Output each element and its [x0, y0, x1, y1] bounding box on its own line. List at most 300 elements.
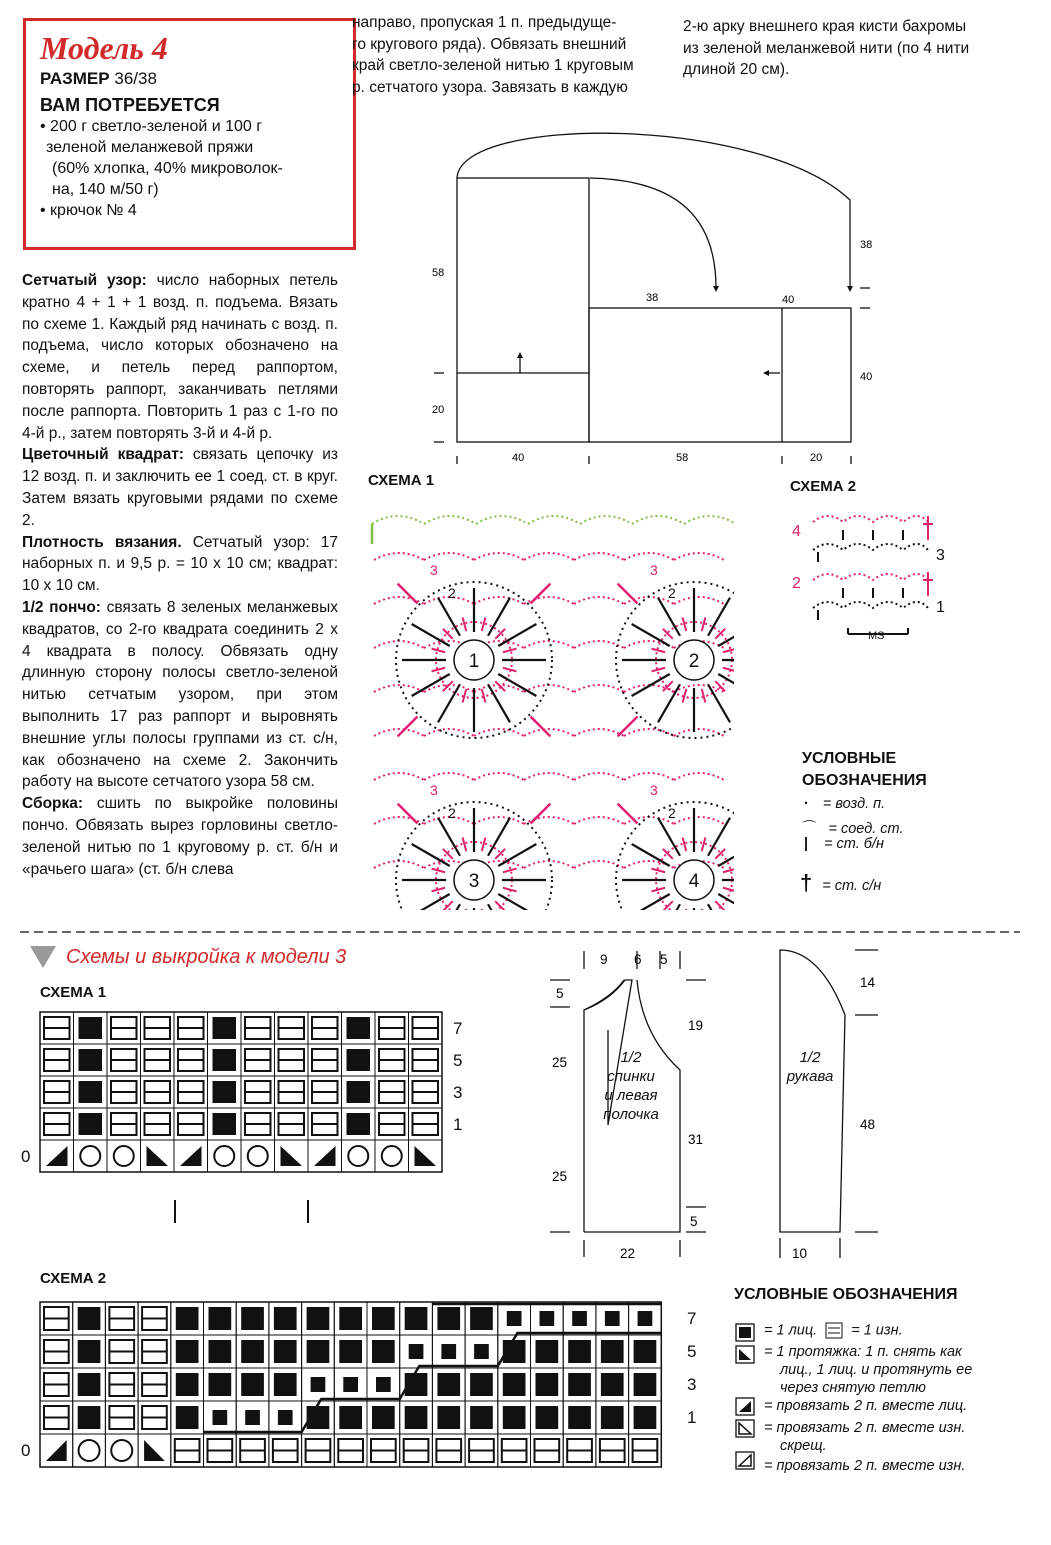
stitch-spoke — [723, 649, 734, 653]
stitch-spoke — [443, 629, 453, 639]
schema2-label: СХЕМА 2 — [790, 478, 857, 495]
stitch-spoke — [443, 901, 453, 910]
knit-cell — [470, 1406, 493, 1429]
instructions-text — [22, 270, 338, 880]
knit-cell — [441, 1344, 456, 1359]
round-label: 2 — [668, 805, 676, 821]
need-title: ВАМ ПОТРЕБУЕТСЯ — [40, 95, 220, 115]
purl-cell — [245, 1113, 271, 1135]
knit-cell — [405, 1406, 428, 1429]
purl-cell — [312, 1113, 338, 1135]
stitch-spoke — [443, 849, 453, 859]
stitch-spoke — [488, 598, 510, 636]
knit-cell — [79, 1017, 103, 1039]
legend-slip — [802, 817, 903, 838]
purl-cell — [379, 1113, 405, 1135]
knit-cell — [78, 1373, 101, 1396]
stitch-spoke — [702, 689, 706, 703]
stitch-spoke — [482, 689, 486, 703]
purl-cell — [279, 1081, 305, 1103]
special-cell — [80, 1146, 100, 1166]
column3-text — [683, 16, 993, 81]
stitch-spoke — [718, 844, 734, 866]
label-line: спинки — [607, 1068, 655, 1085]
text-line: длиной 20 см). — [683, 61, 790, 78]
knit-cell — [339, 1307, 362, 1330]
row-number: 7 — [687, 1309, 697, 1328]
purl-cell — [245, 1081, 271, 1103]
purl-cell — [44, 1081, 70, 1103]
knit-cell — [213, 1113, 237, 1135]
back-dim-5: 5 — [660, 952, 668, 967]
knit-cell — [78, 1406, 101, 1429]
stitch-spoke — [498, 624, 536, 646]
purl-cell — [109, 1340, 134, 1363]
label-line: 1/2 — [620, 1049, 642, 1066]
stitch-spoke — [658, 598, 680, 636]
need-item: • крючок № 4 — [40, 202, 137, 219]
knit-cell — [437, 1373, 460, 1396]
sleeve-label — [780, 1048, 840, 1086]
special-cell — [46, 1440, 67, 1461]
purl-cell — [109, 1406, 134, 1429]
special-cell — [180, 1146, 202, 1166]
assembly-text: сшить по выкройке половины пончо. Обвязать вырез горловины светло-зеленой нитью по 1 круговому р. ст. б/н и «рачьего шага» (ст. б/н слева — [22, 795, 338, 878]
need-item: зеленой меланжевой пряжи — [46, 139, 254, 156]
purl-cell — [208, 1439, 233, 1462]
knit-cell — [347, 1113, 371, 1135]
knit-cell — [307, 1340, 330, 1363]
knit-cell — [176, 1307, 199, 1330]
row-number: 5 — [453, 1051, 463, 1070]
round-label: 2 — [448, 805, 456, 821]
knit-cell — [176, 1340, 199, 1363]
crochet-chart-schema2 — [788, 510, 958, 645]
stitch-spoke — [715, 629, 725, 639]
back-dim-left-25b: 25 — [552, 1169, 568, 1184]
purl-cell — [436, 1439, 461, 1462]
special-cell — [248, 1146, 268, 1166]
back-dim-9: 9 — [600, 952, 608, 967]
special-cell — [111, 1440, 132, 1461]
purl-cell — [312, 1049, 338, 1071]
round-label: 3 — [430, 562, 438, 578]
flower-title: Цветочный квадрат: — [22, 446, 184, 464]
knit-cell — [339, 1406, 362, 1429]
text-line: го кругового ряда). Обвязать внешний — [352, 35, 627, 53]
stitch-spoke — [412, 624, 450, 646]
purl-cell — [145, 1049, 171, 1071]
schema2-ms: MS — [868, 630, 885, 642]
knit-cell — [601, 1406, 624, 1429]
knit-cell — [209, 1373, 232, 1396]
purl-cell — [469, 1439, 494, 1462]
legend-text: через снятую петлю — [780, 1380, 926, 1396]
model-info-box — [23, 18, 356, 250]
stitch-spoke — [683, 617, 687, 631]
dim-40-right: 40 — [860, 371, 873, 383]
knit-cell — [507, 1311, 522, 1326]
knit-cell — [245, 1410, 260, 1425]
schema2-row-3: 3 — [936, 547, 945, 564]
purl-cell — [145, 1081, 171, 1103]
crochet-chart-schema1 — [362, 500, 734, 910]
schema1-label: СХЕМА 1 — [368, 472, 435, 489]
knit-cell — [536, 1406, 559, 1429]
purl-cell — [111, 1049, 137, 1071]
legend-text: = возд. п. — [822, 796, 886, 812]
knit-cell — [241, 1307, 264, 1330]
purl-cell — [379, 1017, 405, 1039]
stitch-spoke — [438, 684, 460, 722]
special-cell — [281, 1146, 303, 1166]
knit-cell — [176, 1373, 199, 1396]
legend-dc — [800, 870, 881, 896]
purl-cell — [44, 1049, 70, 1071]
stitch-spoke — [438, 598, 460, 636]
sleeve-dim-14: 14 — [860, 975, 876, 990]
knit-chart-schema1 — [15, 1008, 475, 1233]
single-crochet-icon: | — [804, 836, 809, 852]
text-line: край светло-зеленой нитью 1 круговым — [352, 57, 634, 74]
stitch-spoke — [708, 684, 730, 722]
stitch-spoke — [412, 844, 450, 866]
knit-cell — [470, 1307, 493, 1330]
legend-text: = провязать 2 п. вместе лиц. — [764, 1398, 968, 1414]
knit-cell — [311, 1377, 326, 1392]
knit-cell — [540, 1311, 555, 1326]
dim-38-top: 38 — [646, 292, 659, 304]
back-label — [594, 1048, 668, 1124]
stitch-spoke — [658, 818, 680, 856]
section3-title: Схемы и выкройка к модели 3 — [66, 946, 347, 968]
mesh-title: Сетчатый узор: — [22, 272, 147, 289]
legend-text: = ст. с/н — [822, 878, 882, 894]
chain-icon: · — [804, 796, 809, 812]
purl-cell — [142, 1373, 167, 1396]
purl-cell — [413, 1113, 439, 1135]
purl-cell — [338, 1439, 363, 1462]
schema2-row-4: 4 — [792, 523, 801, 540]
special-cell — [348, 1146, 368, 1166]
knit-cell — [372, 1307, 395, 1330]
purl-cell — [379, 1081, 405, 1103]
corner-spike — [398, 584, 418, 604]
legend-chain — [804, 796, 885, 812]
size-label: РАЗМЕР — [40, 69, 110, 88]
knit-cell — [213, 1049, 237, 1071]
legend-text: = 1 лиц. — [764, 1322, 818, 1339]
purl-cell — [312, 1081, 338, 1103]
round-label: 2 — [448, 585, 456, 601]
label-line: 1/2 — [799, 1049, 821, 1066]
knit-cell — [409, 1344, 424, 1359]
corner-spike — [618, 584, 638, 604]
purl-cell — [413, 1081, 439, 1103]
special-cell — [382, 1146, 402, 1166]
poncho-pattern-diagram — [420, 120, 890, 470]
special-cell — [144, 1440, 165, 1461]
motif-number: 2 — [688, 651, 700, 672]
row-number: 0 — [21, 1147, 31, 1166]
knit-cell — [634, 1373, 657, 1396]
purl-cell — [245, 1017, 271, 1039]
sleeve-dim-10: 10 — [792, 1246, 808, 1261]
purl-cell — [111, 1017, 137, 1039]
triangle-marker-icon — [30, 946, 56, 970]
stitch-spoke — [488, 818, 510, 856]
stitch-spoke — [651, 668, 665, 672]
stitch-spoke — [663, 629, 673, 639]
flower-text: связать цепочку из 12 возд. п. и заключить ее 1 соед. ст. в круг. Затем вязать круговыми рядами по схеме 2. — [22, 446, 338, 529]
double-crochet-icon: † — [800, 870, 813, 895]
knit-cell — [634, 1340, 657, 1363]
legend-knit-purl — [764, 1322, 903, 1339]
legend-text: = провязать 2 п. вместе изн. — [764, 1420, 966, 1436]
legend-sc — [804, 836, 884, 852]
stitch-spoke — [651, 888, 665, 892]
knit-cell — [572, 1311, 587, 1326]
row-number: 5 — [687, 1342, 697, 1361]
flower-motif — [616, 562, 734, 738]
knit-cell — [343, 1377, 358, 1392]
stitch-spoke — [723, 888, 734, 892]
stitch-spoke — [503, 869, 517, 873]
knit-cell — [274, 1340, 297, 1363]
text-line: направо, пропуская 1 п. предыдуще- — [352, 14, 617, 31]
legend-bottom-title: УСЛОВНЫЕ ОБОЗНАЧЕНИЯ — [734, 1286, 958, 1303]
need-item: (60% хлопка, 40% микроволок- — [52, 160, 283, 177]
corner-spike — [618, 717, 638, 737]
legend-title-line: УСЛОВНЫЕ — [802, 750, 897, 767]
dim-40-top: 40 — [782, 294, 795, 306]
corner-spike — [398, 717, 418, 737]
dim-20-bottom: 20 — [810, 452, 823, 464]
motif-number: 1 — [468, 651, 480, 672]
stitch-spoke — [495, 849, 505, 859]
back-dim-left-5: 5 — [556, 986, 564, 1001]
purl-cell — [142, 1307, 167, 1330]
purl-cell — [109, 1373, 134, 1396]
round-label: 3 — [650, 782, 658, 798]
purl-cell — [279, 1113, 305, 1135]
purl-cell — [44, 1373, 69, 1396]
purl-cell — [142, 1340, 167, 1363]
text-line: р. сетчатого узора. Завязать в каждую — [352, 78, 628, 96]
mesh-text: число наборных петель кратно 4 + 1 + 1 возд. п. подъема. Вязать по схеме 1. Каждый ряд начинать с возд. п. подъема, число которых обозначено на схеме, и петель перед раппортом, повторять раппорт, заканчивать петлями после раппорта. Повторить 1 раз с 1-го по 4-й р., затем повторять 3-й и 4-й р. — [22, 272, 338, 442]
purl-cell — [567, 1439, 592, 1462]
special-cell — [114, 1146, 134, 1166]
text-line: из зеленой меланжевой нити (по 4 нити — [683, 39, 970, 57]
purl-cell — [413, 1049, 439, 1071]
knit-chart-schema2 — [15, 1298, 715, 1478]
stitch-spoke — [498, 894, 536, 910]
knit-cell — [307, 1307, 330, 1330]
knit-cell — [568, 1373, 591, 1396]
stitch-spoke — [431, 668, 445, 672]
knit-cell — [347, 1017, 371, 1039]
corner-spike — [531, 584, 551, 604]
knit-cell — [372, 1406, 395, 1429]
purl-cell — [279, 1049, 305, 1071]
column2-text — [352, 12, 656, 98]
density-title: Плотность вязания. — [22, 533, 182, 551]
row-number: 0 — [21, 1441, 31, 1460]
knit-cell — [376, 1377, 391, 1392]
purl-cell — [279, 1017, 305, 1039]
stitch-spoke — [463, 617, 467, 631]
knit-cell — [78, 1307, 101, 1330]
purl-cell — [111, 1081, 137, 1103]
knit-cell — [503, 1373, 526, 1396]
knit-cell — [241, 1373, 264, 1396]
label-line: рукава — [786, 1068, 834, 1085]
poncho-text: связать 8 зеленых меланжевых квадратов, со 2-го квадрата соединить 2 х 4 квадрата в полосу. Обвязать одну длинную сторону полосы светло-зеленой нитью сетчатым узором, при этом выполнить 17 раз раппорт и выровнять внешние углы полосы группами из ст. с/н, как обозначено на схеме 2. Закончить работу на высоте сетчатого узора 58 см. — [22, 598, 338, 791]
size-line — [40, 69, 339, 89]
special-cell — [46, 1146, 68, 1166]
purl-cell — [44, 1017, 70, 1039]
stitch-spoke — [663, 901, 673, 910]
knit-cell — [405, 1307, 428, 1330]
dim-58-bottom: 58 — [676, 452, 689, 464]
density-text: Сетчатый узор: 17 наборных п. и 9,5 р. = 10 х 10 см; квадрат: 10 х 10 см. — [22, 533, 338, 595]
stitch-spoke — [723, 869, 734, 873]
corner-spike — [531, 804, 551, 824]
purl-cell — [178, 1113, 204, 1135]
special-cell — [214, 1146, 234, 1166]
knit-cell — [372, 1340, 395, 1363]
row-number: 3 — [687, 1375, 697, 1394]
stitch-spoke — [438, 818, 460, 856]
stitch-spoke — [715, 849, 725, 859]
dim-40-bottom: 40 — [512, 452, 525, 464]
stitch-spoke — [723, 668, 734, 672]
knit-cell — [278, 1410, 293, 1425]
knit-cell — [601, 1340, 624, 1363]
back-dim-bottom-22: 22 — [620, 1246, 636, 1261]
section-divider — [20, 928, 1020, 936]
purl-cell — [44, 1307, 69, 1330]
motif-number: 3 — [468, 871, 480, 892]
knit-cell — [347, 1049, 371, 1071]
corner-spike — [618, 804, 638, 824]
label-line: и левая — [604, 1087, 658, 1104]
schema2-row-2: 2 — [792, 575, 801, 592]
knit-cell — [347, 1081, 371, 1103]
flower-motif — [396, 782, 552, 910]
assembly-title: Сборка: — [22, 795, 84, 813]
row-number: 3 — [453, 1083, 463, 1102]
knit-cell — [339, 1340, 362, 1363]
legend-top-title — [802, 748, 927, 792]
corner-spike — [398, 804, 418, 824]
knit-cell — [568, 1340, 591, 1363]
purl-cell — [633, 1439, 658, 1462]
model-title: Модель 4 — [40, 30, 168, 66]
purl-cell — [413, 1017, 439, 1039]
knit-cell — [536, 1340, 559, 1363]
back-dim-6: 6 — [634, 952, 642, 967]
knit-cell — [79, 1081, 103, 1103]
poncho-title: 1/2 пончо: — [22, 598, 101, 616]
stitch-spoke — [431, 888, 445, 892]
legend-title-line: ОБОЗНАЧЕНИЯ — [802, 772, 927, 789]
dim-58: 58 — [432, 267, 445, 279]
purl-cell — [273, 1439, 298, 1462]
knit-cell — [634, 1406, 657, 1429]
legend-bottom-icons — [734, 1322, 756, 1472]
purl-cell — [178, 1081, 204, 1103]
need-item: • 200 г светло-зеленой и 100 г — [40, 118, 263, 135]
purl-cell — [44, 1340, 69, 1363]
sleeve-dim-48: 48 — [860, 1117, 876, 1132]
stitch-spoke — [718, 624, 734, 646]
row-number: 1 — [687, 1408, 697, 1427]
knit-schema1-label: СХЕМА 1 — [40, 984, 107, 1001]
legend-text: = 1 протяжка: 1 п. снять как — [764, 1344, 962, 1360]
purl-cell — [145, 1017, 171, 1039]
knit-cell — [568, 1406, 591, 1429]
dim-20: 20 — [432, 404, 445, 416]
size-value: 36/38 — [114, 69, 157, 88]
purl-cell — [109, 1307, 134, 1330]
knit-cell — [470, 1373, 493, 1396]
flower-motif — [616, 782, 734, 910]
special-cell — [147, 1146, 169, 1166]
knit-cell — [213, 1410, 228, 1425]
label-line: полочка — [603, 1106, 659, 1123]
stitch-spoke — [708, 598, 730, 636]
row-number: 1 — [453, 1115, 463, 1134]
knit-cell — [78, 1340, 101, 1363]
text-line: 2-ю арку внешнего края кисти бахромы — [683, 18, 967, 35]
knit-cell — [503, 1406, 526, 1429]
back-dim-right-19: 19 — [688, 1018, 704, 1033]
purl-cell — [312, 1017, 338, 1039]
purl-cell — [178, 1017, 204, 1039]
schema2-row-1: 1 — [936, 599, 945, 616]
knit-cell — [536, 1373, 559, 1396]
stitch-spoke — [463, 909, 467, 910]
stitch-spoke — [495, 629, 505, 639]
stitch-spoke — [463, 837, 467, 851]
purl-cell — [306, 1439, 331, 1462]
purl-cell — [240, 1439, 265, 1462]
legend-text: лиц., 1 лиц. и протянуть ее — [780, 1362, 973, 1378]
purl-cell — [175, 1439, 200, 1462]
legend-text: = провязать 2 п. вместе изн. — [764, 1458, 966, 1474]
stitch-spoke — [715, 681, 725, 691]
dim-38-right: 38 — [860, 239, 873, 251]
motif-number: 4 — [688, 871, 700, 892]
stitch-spoke — [708, 818, 730, 856]
purl-cell — [142, 1406, 167, 1429]
legend-text: = соед. ст. — [828, 821, 904, 837]
knit-cell — [474, 1344, 489, 1359]
purl-cell — [379, 1049, 405, 1071]
stitch-spoke — [658, 684, 680, 722]
sleeve-pattern-diagram — [760, 940, 900, 1270]
purl-cell — [44, 1406, 69, 1429]
knit-cell — [213, 1081, 237, 1103]
stitch-spoke — [632, 674, 670, 696]
special-cell — [415, 1146, 437, 1166]
round-label: 2 — [668, 585, 676, 601]
stitch-spoke — [683, 837, 687, 851]
legend-text: = 1 изн. — [851, 1322, 903, 1339]
purl-icon — [825, 1322, 843, 1339]
knit-cell — [79, 1113, 103, 1135]
